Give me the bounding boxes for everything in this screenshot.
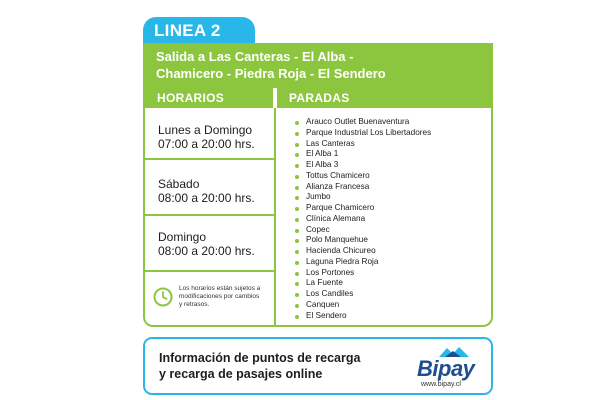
- stop-item: [295, 149, 431, 160]
- stop-item: [295, 182, 431, 193]
- column-divider: [274, 108, 276, 325]
- stop-item: [295, 139, 431, 150]
- row-divider: [145, 214, 274, 216]
- stop-bullet-icon: [295, 282, 299, 286]
- note-text: [179, 285, 274, 309]
- info-line: Información de puntos de recarga: [159, 351, 361, 365]
- stop-bullet-icon: [295, 218, 299, 222]
- stop-item: [295, 214, 431, 225]
- route-line-2: Chamicero - Piedra Roja - El Sendero: [156, 66, 386, 81]
- stop-name: El Sendero: [306, 310, 347, 320]
- stop-bullet-icon: [295, 196, 299, 200]
- stop-name: Clínica Alemana: [306, 213, 366, 223]
- schedule-hours: 08:00 a 20:00 hrs.: [158, 244, 255, 258]
- stop-item: [295, 246, 431, 257]
- stop-bullet-icon: [295, 315, 299, 319]
- stop-name: Jumbo: [306, 192, 331, 202]
- bipay-logo[interactable]: [407, 343, 487, 391]
- stop-item: [295, 235, 431, 246]
- route-banner: [143, 43, 493, 88]
- stop-bullet-icon: [295, 304, 299, 308]
- recharge-info-text: [159, 350, 360, 382]
- stop-item: [295, 278, 431, 289]
- stop-bullet-icon: [295, 272, 299, 276]
- stop-item: [295, 257, 431, 268]
- note-line: modificaciones por cambios: [179, 293, 260, 300]
- stop-bullet-icon: [295, 164, 299, 168]
- stop-name: El Alba 3: [306, 160, 339, 169]
- recharge-info-box[interactable]: [143, 337, 493, 395]
- schedule-note: [153, 283, 271, 319]
- info-line: y recarga de pasajes online: [159, 367, 323, 381]
- stop-bullet-icon: [295, 239, 299, 243]
- stop-bullet-icon: [295, 132, 299, 136]
- schedule-slot-weekdays: [158, 123, 255, 151]
- note-line: y retrasos.: [179, 301, 210, 308]
- stop-item: [295, 171, 431, 182]
- stop-bullet-icon: [295, 175, 299, 179]
- stop-bullet-icon: [295, 186, 299, 190]
- schedule-hours: 08:00 a 20:00 hrs.: [158, 191, 255, 205]
- schedule-day: Domingo: [158, 230, 207, 244]
- stop-bullet-icon: [295, 153, 299, 157]
- stop-bullet-icon: [295, 293, 299, 297]
- stop-name: Tottus Chamicero: [306, 170, 370, 180]
- stop-name: Alianza Francesa: [306, 181, 370, 191]
- schedule-table: [143, 88, 493, 327]
- stop-name: Polo Manquehue: [306, 235, 368, 245]
- stop-item: [295, 117, 431, 128]
- schedules-header: HORARIOS: [145, 88, 273, 108]
- stop-name: Arauco Outlet Buenaventura: [306, 117, 410, 126]
- bipay-wordmark: Bipay: [417, 356, 475, 381]
- stop-name: Copec: [306, 224, 330, 234]
- stop-name: Los Candiles: [306, 289, 354, 298]
- stop-bullet-icon: [295, 229, 299, 233]
- schedule-slot-sunday: [158, 230, 255, 258]
- stop-name: Canquen: [306, 299, 340, 309]
- stop-item: [295, 311, 431, 322]
- schedule-slot-saturday: [158, 177, 255, 205]
- stop-item: [295, 225, 431, 236]
- stop-item: [295, 268, 431, 279]
- stop-name: El Alba 1: [306, 149, 339, 159]
- stop-name: Los Portones: [306, 267, 355, 277]
- stop-bullet-icon: [295, 143, 299, 147]
- stop-bullet-icon: [295, 261, 299, 265]
- stop-name: Hacienda Chicureo: [306, 246, 376, 255]
- row-divider: [145, 270, 274, 272]
- line-title: LINEA 2: [143, 17, 255, 43]
- stop-bullet-icon: [295, 207, 299, 211]
- stop-item: [295, 128, 431, 139]
- stop-name: Laguna Piedra Roja: [306, 256, 379, 266]
- schedule-hours: 07:00 a 20:00 hrs.: [158, 137, 255, 151]
- stop-item: [295, 203, 431, 214]
- schedule-day: Lunes a Domingo: [158, 123, 253, 137]
- row-divider: [145, 158, 274, 160]
- clock-icon: [153, 287, 173, 307]
- stops-list: [295, 117, 431, 321]
- stop-item: [295, 160, 431, 171]
- schedule-day: Sábado: [158, 177, 200, 191]
- stop-item: [295, 300, 431, 311]
- stop-name: Parque Industrial Los Libertadores: [306, 127, 432, 137]
- stop-item: [295, 289, 431, 300]
- stop-item: [295, 192, 431, 203]
- stops-header: PARADAS: [277, 88, 491, 108]
- stop-bullet-icon: [295, 121, 299, 125]
- stop-name: La Fuente: [306, 278, 343, 288]
- note-line: Los horarios están sujetos a: [179, 285, 261, 292]
- stop-name: Parque Chamicero: [306, 203, 375, 212]
- route-line-1: Salida a Las Canteras - El Alba -: [156, 49, 354, 64]
- bipay-url[interactable]: www.bipay.cl: [421, 381, 461, 388]
- stop-name: Las Canteras: [306, 138, 355, 148]
- stop-bullet-icon: [295, 250, 299, 254]
